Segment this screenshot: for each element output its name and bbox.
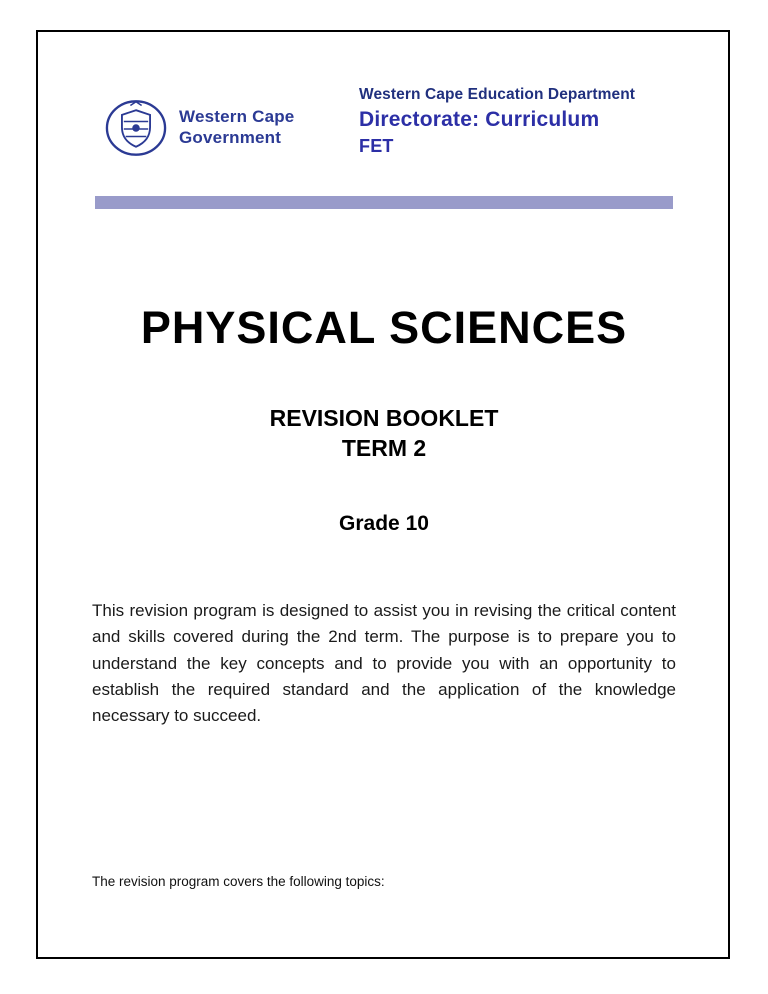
logo-org-line1: Western Cape	[179, 107, 295, 127]
subtitle-line1: REVISION BOOKLET	[269, 405, 499, 431]
logo-org-line2: Government	[179, 128, 282, 147]
page-title: PHYSICAL SCIENCES	[140, 302, 628, 353]
page-border	[36, 30, 730, 959]
grade-label: Grade 10	[339, 512, 429, 535]
department-name: Western Cape Education Department	[359, 86, 636, 103]
wcg-logo-block	[103, 98, 294, 158]
subtitle-block	[0, 404, 768, 464]
department-block	[359, 86, 689, 157]
directorate-title: Directorate: Curriculum	[359, 108, 600, 131]
logo-text	[179, 107, 294, 148]
intro-paragraph: This revision program is designed to assist you in revising the critical content and skills covered during the 2nd term. The purpose is to prepare you to understand the key concepts and to provide you with an opportunity to establish the required standard and the application of the knowledge necessary to succeed.	[92, 601, 676, 726]
subtitle-line2: TERM 2	[341, 434, 427, 461]
unit-label: FET	[359, 136, 394, 156]
accent-bar	[95, 196, 673, 209]
government-crest-icon	[103, 98, 169, 158]
topics-intro-note: The revision program covers the following topics:	[92, 874, 385, 889]
